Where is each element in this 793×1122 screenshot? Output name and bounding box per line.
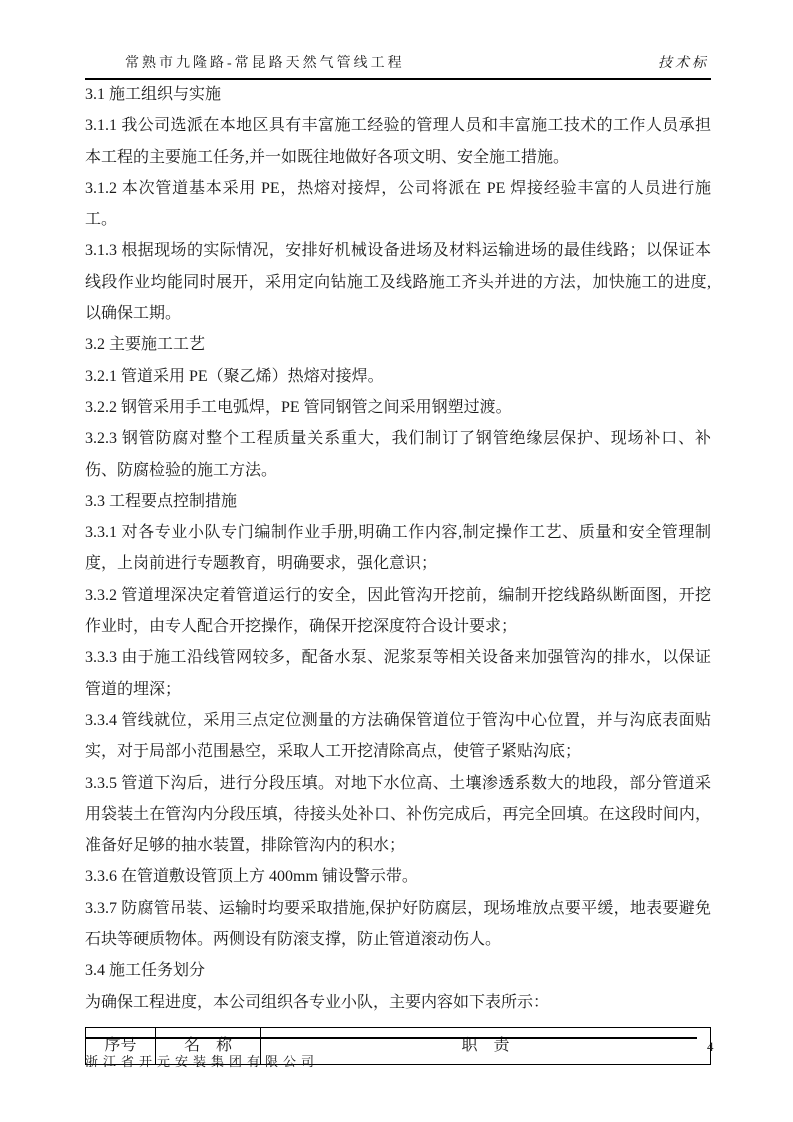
paragraph: 3.2.3 钢管防腐对整个工程质量关系重大，我们制订了钢管绝缘层保护、现场补口、补伤、防腐检验的施工方法。	[85, 430, 711, 479]
page-number: 4	[707, 1039, 714, 1054]
paragraph: 3.3.7 防腐管吊装、运输时均要采取措施,保护好防腐层，现场堆放点要平缓，地表要避免石块等硬质物体。两侧设有防滚支撑，防止管道滚动伤人。	[85, 899, 711, 949]
paragraph: 3.3.2 管道埋深决定着管道运行的安全，因此管沟开挖前，编制开挖线路纵断面图，开挖作业时，由专人配合开挖操作，确保开挖深度符合设计要求；	[85, 586, 711, 636]
paragraph: 为确保工程进度，本公司组织各专业小队，主要内容如下表所示：	[85, 993, 550, 1011]
header-row	[85, 0, 711, 80]
paragraph: 3.1 施工组织与实施	[85, 86, 222, 103]
paragraph: 3.1.1 我公司选派在本地区具有丰富施工经验的管理人员和丰富施工技术的工作人员承担本工程的主要施工任务,并一如既往地做好各项文明、安全施工措施。	[85, 117, 711, 166]
paragraph: 3.2.2 钢管采用手工电弧焊，PE 管同钢管之间采用钢塑过渡。	[85, 398, 512, 416]
paragraph: 3.3.5 管道下沟后，进行分段压填。对地下水位高、土壤渗透系数大的地段，部分管道采用袋装土在管沟内分段压填，待接头处补口、补伤完成后，再完全回填。在这段时间内，准备好足够的抽水装置，排除管沟内的积水；	[85, 774, 711, 855]
document-body	[85, 79, 711, 1065]
paragraph: 3.1.2 本次管道基本采用 PE，热熔对接焊，公司将派在 PE 焊接经验丰富的人员进行施工。	[85, 179, 711, 229]
paragraph: 3.3.1 对各专业小队专门编制作业手册,明确工作内容,制定操作工艺、质量和安全管理制度，上岗前进行专题教育，明确要求，强化意识；	[85, 524, 711, 573]
paragraph: 3.4 施工任务划分	[85, 962, 206, 980]
footer-company-name: 浙江省开元安装集团有限公司	[85, 1054, 320, 1069]
header-project-title: 常熟市九隆路-常昆路天然气管线工程	[125, 56, 405, 71]
page-header	[85, 0, 711, 80]
paragraph: 3.3 工程要点控制措施	[85, 492, 238, 510]
paragraph: 3.2.1 管道采用 PE（聚乙烯）热熔对接焊。	[85, 367, 384, 385]
paragraph: 3.3.4 管线就位，采用三点定位测量的方法确保管道位于管沟中心位置，并与沟底表面贴实，对于局部小范围悬空，采取人工开挖清除高点，使管子紧贴沟底；	[85, 711, 711, 761]
header-bid-tag: 技术标	[658, 56, 709, 71]
paragraph: 3.3.3 由于施工沿线管网较多，配备水泵、泥浆泵等相关设备来加强管沟的排水，以保证管道的埋深；	[85, 649, 711, 698]
table-header-serial: 序号	[86, 1027, 156, 1064]
footer-rule	[85, 1037, 697, 1039]
table-header-duty: 职 责	[261, 1027, 711, 1064]
paragraph: 3.1.3 根据现场的实际情况，安排好机械设备进场及材料运输进场的最佳线路；以保证本线段作业均能同时展开，采用定向钻施工及线路施工齐头并进的方法，加快施工的进度,以确保工期。	[85, 242, 711, 323]
table-header-name: 名 称	[156, 1027, 261, 1064]
paragraph: 3.2 主要施工工艺	[85, 336, 206, 354]
paragraph: 3.3.6 在管道敷设管顶上方 400mm 铺设警示带。	[85, 868, 418, 886]
